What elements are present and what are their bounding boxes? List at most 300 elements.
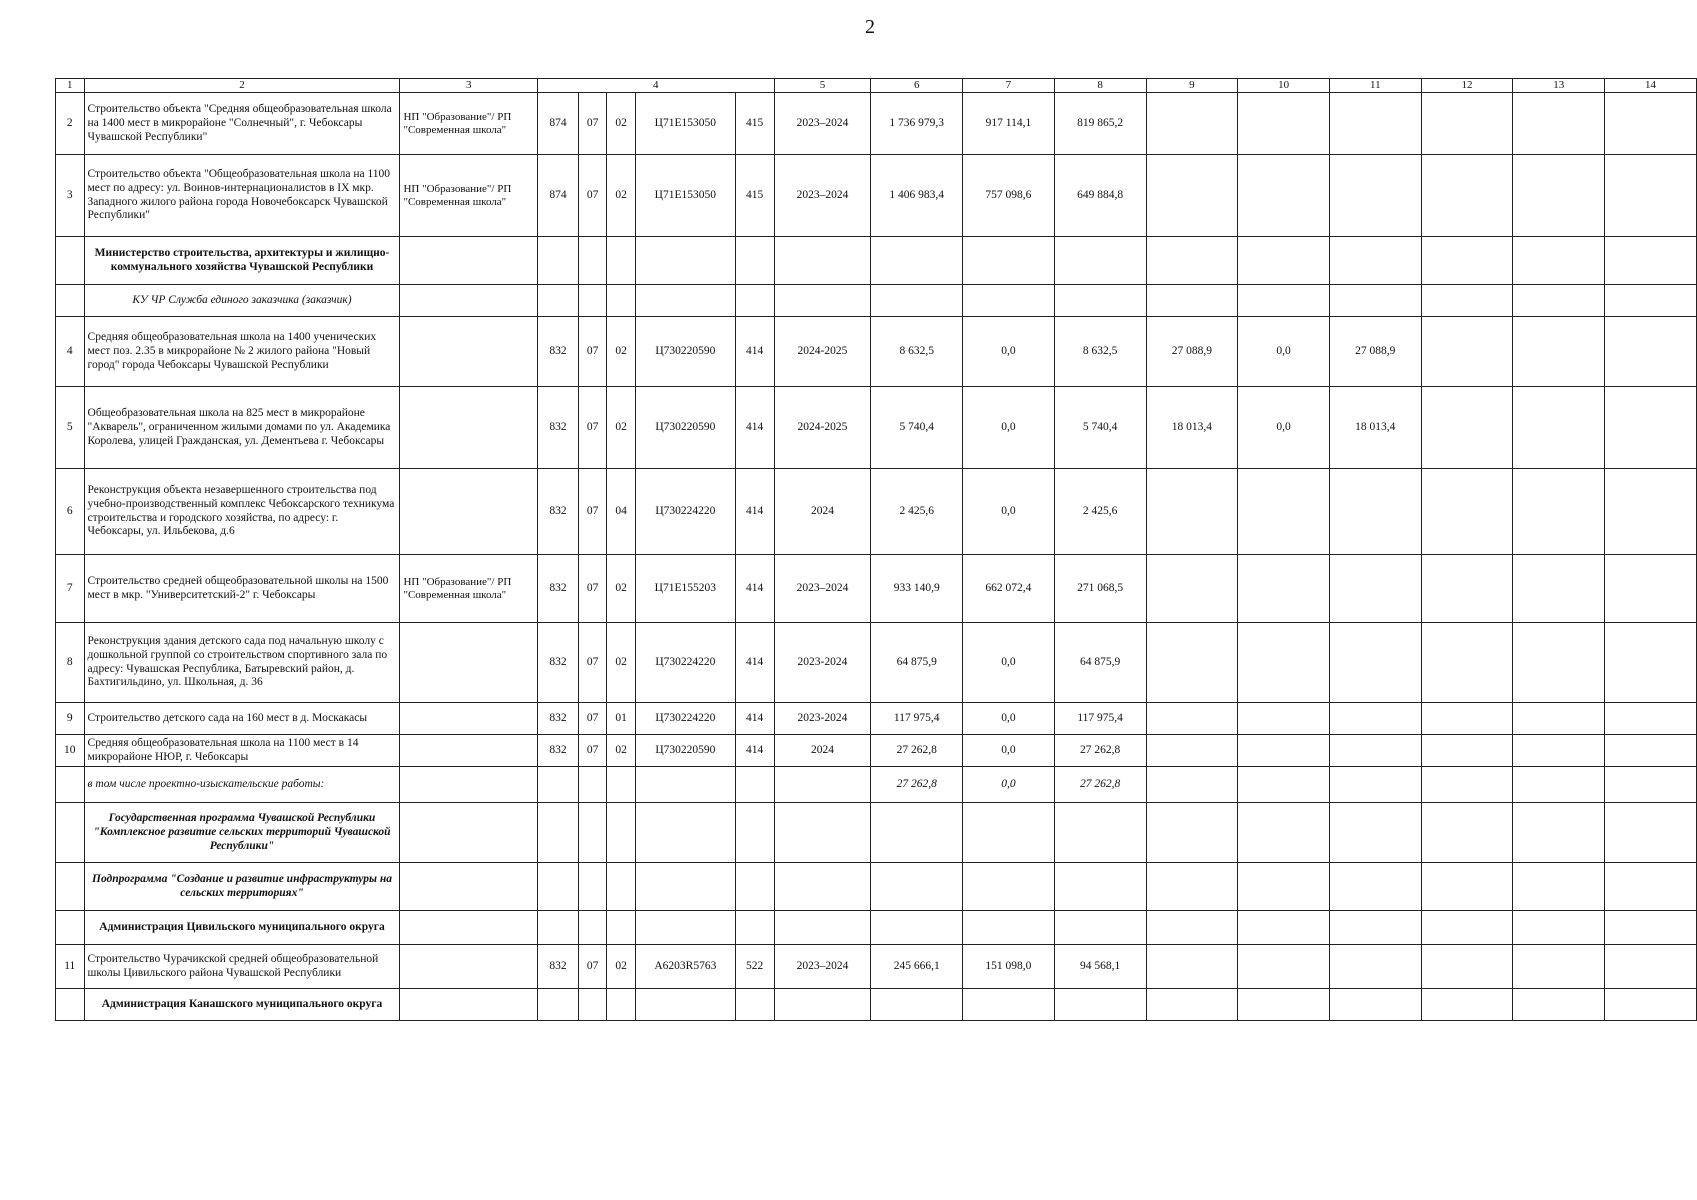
empty-cell — [538, 863, 579, 911]
value-col-11 — [1329, 945, 1421, 989]
column-number-header: 10 — [1238, 79, 1330, 93]
program-name — [400, 623, 538, 703]
empty-cell — [400, 863, 538, 911]
object-name: в том числе проектно-изыскательские работы: — [84, 767, 400, 803]
empty-cell — [538, 803, 579, 863]
value-col-13 — [1513, 387, 1605, 469]
value-col-9 — [1146, 623, 1238, 703]
empty-cell — [1054, 285, 1146, 317]
header-row — [56, 79, 1697, 93]
value-col-12 — [1421, 555, 1513, 623]
empty-cell — [1513, 863, 1605, 911]
value-col-11: 18 013,4 — [1329, 387, 1421, 469]
code-ministry: 832 — [538, 469, 579, 555]
section-heading: Администрация Цивильского муниципального округа — [84, 911, 400, 945]
value-col-10 — [1238, 93, 1330, 155]
value-col-8: 819 865,2 — [1054, 93, 1146, 155]
empty-cell — [1421, 863, 1513, 911]
object-name: Строительство объекта "Общеобразовательная школа на 1100 мест по адресу: ул. Воинов-интернационалистов в IX мкр. Западного жилого района города Новочебоксарск Чувашской Республики" — [84, 155, 400, 237]
empty-cell — [774, 989, 871, 1021]
column-number-header: 11 — [1329, 79, 1421, 93]
table-row — [56, 703, 1697, 735]
code-expense-type: 414 — [735, 623, 774, 703]
value-col-6: 2 425,6 — [871, 469, 963, 555]
section-heading-row — [56, 285, 1697, 317]
empty-cell — [578, 803, 607, 863]
value-col-11 — [1329, 93, 1421, 155]
empty-cell — [635, 285, 735, 317]
value-col-12 — [1421, 387, 1513, 469]
table-row — [56, 555, 1697, 623]
row-number: 10 — [56, 735, 85, 767]
implementation-years — [774, 767, 871, 803]
section-heading-row — [56, 911, 1697, 945]
value-col-10: 0,0 — [1238, 387, 1330, 469]
object-name: Строительство Чурачикской средней общеобразовательной школы Цивильского района Чувашской Республики — [84, 945, 400, 989]
value-col-14 — [1605, 469, 1697, 555]
value-col-6: 1 406 983,4 — [871, 155, 963, 237]
value-col-6: 933 140,9 — [871, 555, 963, 623]
empty-cell — [871, 285, 963, 317]
value-col-7: 662 072,4 — [963, 555, 1055, 623]
code-expense-type: 414 — [735, 317, 774, 387]
investment-objects-table — [55, 78, 1697, 1021]
empty-cell — [1605, 803, 1697, 863]
code-ministry: 832 — [538, 555, 579, 623]
code-ministry — [538, 767, 579, 803]
empty-cell — [578, 237, 607, 285]
value-col-14 — [1605, 703, 1697, 735]
value-col-7: 917 114,1 — [963, 93, 1055, 155]
empty-cell — [538, 989, 579, 1021]
value-col-10 — [1238, 735, 1330, 767]
empty-cell — [735, 803, 774, 863]
program-name — [400, 469, 538, 555]
column-number-header: 13 — [1513, 79, 1605, 93]
empty-cell — [635, 803, 735, 863]
row-number: 8 — [56, 623, 85, 703]
code-ministry: 832 — [538, 387, 579, 469]
object-name: Строительство детского сада на 160 мест в д. Москакасы — [84, 703, 400, 735]
empty-cell — [1238, 803, 1330, 863]
empty-cell — [578, 911, 607, 945]
empty-cell — [1513, 911, 1605, 945]
row-number — [56, 285, 85, 317]
column-number-header: 2 — [84, 79, 400, 93]
empty-cell — [774, 911, 871, 945]
section-heading-row — [56, 803, 1697, 863]
value-col-7: 0,0 — [963, 317, 1055, 387]
value-col-9: 18 013,4 — [1146, 387, 1238, 469]
empty-cell — [1605, 285, 1697, 317]
value-col-14 — [1605, 155, 1697, 237]
value-col-13 — [1513, 469, 1605, 555]
value-col-9: 27 088,9 — [1146, 317, 1238, 387]
code-expense-type: 414 — [735, 555, 774, 623]
section-heading-row — [56, 989, 1697, 1021]
value-col-11 — [1329, 555, 1421, 623]
value-col-10 — [1238, 703, 1330, 735]
empty-cell — [1054, 803, 1146, 863]
empty-cell — [871, 863, 963, 911]
empty-cell — [1421, 989, 1513, 1021]
program-name: НП "Образование"/ РП "Современная школа" — [400, 93, 538, 155]
code-target-article: Ц71Е155203 — [635, 555, 735, 623]
empty-cell — [963, 237, 1055, 285]
value-col-13 — [1513, 555, 1605, 623]
value-col-11 — [1329, 469, 1421, 555]
value-col-8: 271 068,5 — [1054, 555, 1146, 623]
empty-cell — [1146, 911, 1238, 945]
code-target-article: Ц730224220 — [635, 469, 735, 555]
implementation-years: 2024-2025 — [774, 387, 871, 469]
implementation-years: 2023–2024 — [774, 93, 871, 155]
code-subsection: 02 — [607, 387, 636, 469]
empty-cell — [1605, 911, 1697, 945]
row-number: 5 — [56, 387, 85, 469]
value-col-12 — [1421, 469, 1513, 555]
code-ministry: 874 — [538, 155, 579, 237]
code-subsection — [607, 767, 636, 803]
empty-cell — [607, 803, 636, 863]
value-col-9 — [1146, 93, 1238, 155]
row-number — [56, 237, 85, 285]
empty-cell — [774, 803, 871, 863]
value-col-10 — [1238, 623, 1330, 703]
empty-cell — [400, 911, 538, 945]
empty-cell — [1329, 863, 1421, 911]
value-col-8: 94 568,1 — [1054, 945, 1146, 989]
value-col-10 — [1238, 767, 1330, 803]
value-col-12 — [1421, 623, 1513, 703]
empty-cell — [1513, 237, 1605, 285]
value-col-10 — [1238, 555, 1330, 623]
code-section: 07 — [578, 387, 607, 469]
code-target-article: Ц71Е153050 — [635, 155, 735, 237]
value-col-14 — [1605, 735, 1697, 767]
value-col-6: 27 262,8 — [871, 767, 963, 803]
value-col-14 — [1605, 387, 1697, 469]
code-ministry: 832 — [538, 317, 579, 387]
row-number — [56, 863, 85, 911]
code-section: 07 — [578, 317, 607, 387]
empty-cell — [871, 911, 963, 945]
empty-cell — [1238, 989, 1330, 1021]
code-expense-type: 414 — [735, 387, 774, 469]
column-number-header: 7 — [963, 79, 1055, 93]
empty-cell — [538, 911, 579, 945]
value-col-14 — [1605, 317, 1697, 387]
value-col-11 — [1329, 735, 1421, 767]
object-name: Строительство средней общеобразовательной школы на 1500 мест в мкр. "Университетский-2" г. Чебоксары — [84, 555, 400, 623]
code-target-article: Ц730220590 — [635, 317, 735, 387]
value-col-14 — [1605, 767, 1697, 803]
value-col-13 — [1513, 93, 1605, 155]
row-number — [56, 767, 85, 803]
empty-cell — [1329, 911, 1421, 945]
code-section: 07 — [578, 93, 607, 155]
empty-cell — [635, 237, 735, 285]
object-name: Средняя общеобразовательная школа на 1100 мест в 14 микрорайоне НЮР, г. Чебоксары — [84, 735, 400, 767]
table-row — [56, 155, 1697, 237]
empty-cell — [963, 989, 1055, 1021]
empty-cell — [1054, 237, 1146, 285]
empty-cell — [735, 285, 774, 317]
column-number-header: 12 — [1421, 79, 1513, 93]
implementation-years: 2024 — [774, 735, 871, 767]
empty-cell — [1238, 911, 1330, 945]
program-name — [400, 387, 538, 469]
value-col-10 — [1238, 469, 1330, 555]
code-ministry: 832 — [538, 703, 579, 735]
empty-cell — [578, 989, 607, 1021]
code-section: 07 — [578, 623, 607, 703]
empty-cell — [400, 237, 538, 285]
empty-cell — [1146, 285, 1238, 317]
value-col-14 — [1605, 93, 1697, 155]
empty-cell — [607, 911, 636, 945]
value-col-10 — [1238, 155, 1330, 237]
value-col-7: 0,0 — [963, 767, 1055, 803]
empty-cell — [607, 237, 636, 285]
row-number: 9 — [56, 703, 85, 735]
implementation-years: 2023–2024 — [774, 945, 871, 989]
code-expense-type: 414 — [735, 735, 774, 767]
empty-cell — [963, 285, 1055, 317]
value-col-7: 0,0 — [963, 469, 1055, 555]
column-number-header: 9 — [1146, 79, 1238, 93]
empty-cell — [774, 863, 871, 911]
code-section: 07 — [578, 469, 607, 555]
value-col-7: 0,0 — [963, 623, 1055, 703]
value-col-11 — [1329, 703, 1421, 735]
value-col-6: 1 736 979,3 — [871, 93, 963, 155]
table-row — [56, 317, 1697, 387]
code-section: 07 — [578, 735, 607, 767]
empty-cell — [1238, 237, 1330, 285]
section-heading: Подпрограмма "Создание и развитие инфраструктуры на сельских территориях" — [84, 863, 400, 911]
value-col-9 — [1146, 155, 1238, 237]
code-expense-type — [735, 767, 774, 803]
empty-cell — [1513, 989, 1605, 1021]
value-col-14 — [1605, 555, 1697, 623]
value-col-12 — [1421, 703, 1513, 735]
code-ministry: 832 — [538, 735, 579, 767]
code-expense-type: 415 — [735, 155, 774, 237]
value-col-13 — [1513, 945, 1605, 989]
code-expense-type: 414 — [735, 703, 774, 735]
code-target-article: А6203R5763 — [635, 945, 735, 989]
column-number-header: 14 — [1605, 79, 1697, 93]
code-ministry: 832 — [538, 623, 579, 703]
column-number-header: 5 — [774, 79, 871, 93]
empty-cell — [774, 285, 871, 317]
value-col-6: 64 875,9 — [871, 623, 963, 703]
empty-cell — [1605, 863, 1697, 911]
empty-cell — [1329, 285, 1421, 317]
code-target-article — [635, 767, 735, 803]
value-col-14 — [1605, 623, 1697, 703]
value-col-8: 2 425,6 — [1054, 469, 1146, 555]
implementation-years: 2024 — [774, 469, 871, 555]
value-col-13 — [1513, 703, 1605, 735]
empty-cell — [635, 911, 735, 945]
row-number — [56, 803, 85, 863]
value-col-6: 117 975,4 — [871, 703, 963, 735]
object-name: Строительство объекта "Средняя общеобразовательная школа на 1400 мест в микрорайоне "Солнечный", г. Чебоксары Чувашской Республики" — [84, 93, 400, 155]
row-number: 6 — [56, 469, 85, 555]
value-col-6: 8 632,5 — [871, 317, 963, 387]
empty-cell — [963, 863, 1055, 911]
table-row — [56, 469, 1697, 555]
column-number-header: 1 — [56, 79, 85, 93]
table-body — [56, 79, 1697, 1021]
implementation-years: 2023–2024 — [774, 555, 871, 623]
empty-cell — [871, 989, 963, 1021]
row-number — [56, 911, 85, 945]
code-expense-type: 414 — [735, 469, 774, 555]
empty-cell — [607, 863, 636, 911]
code-target-article: Ц730220590 — [635, 387, 735, 469]
empty-cell — [538, 285, 579, 317]
value-col-12 — [1421, 317, 1513, 387]
object-name: Реконструкция здания детского сада под начальную школу с дошкольной группой со строительством спортивного зала по адресу: Чувашская Республика, Батыревский район, д. Бахтигильдино, ул. Школьная, д. 36 — [84, 623, 400, 703]
object-name: Средняя общеобразовательная школа на 1400 ученических мест поз. 2.35 в микрорайоне № 2 жилого района "Новый город" города Чебоксары Чувашской Республики — [84, 317, 400, 387]
section-heading: Государственная программа Чувашской Республики "Комплексное развитие сельских территорий Чувашской Республики" — [84, 803, 400, 863]
program-name — [400, 703, 538, 735]
empty-cell — [1146, 237, 1238, 285]
empty-cell — [1054, 863, 1146, 911]
column-number-header: 8 — [1054, 79, 1146, 93]
empty-cell — [400, 285, 538, 317]
value-col-13 — [1513, 155, 1605, 237]
value-col-13 — [1513, 767, 1605, 803]
empty-cell — [1513, 803, 1605, 863]
value-col-9 — [1146, 469, 1238, 555]
empty-cell — [635, 863, 735, 911]
empty-cell — [1146, 803, 1238, 863]
implementation-years: 2024-2025 — [774, 317, 871, 387]
code-subsection: 01 — [607, 703, 636, 735]
empty-cell — [1421, 285, 1513, 317]
empty-cell — [963, 911, 1055, 945]
empty-cell — [1054, 911, 1146, 945]
table-row — [56, 735, 1697, 767]
row-number: 4 — [56, 317, 85, 387]
value-col-12 — [1421, 767, 1513, 803]
empty-cell — [1146, 863, 1238, 911]
code-subsection: 02 — [607, 623, 636, 703]
empty-cell — [1605, 989, 1697, 1021]
value-col-10: 0,0 — [1238, 317, 1330, 387]
value-col-6: 5 740,4 — [871, 387, 963, 469]
code-section: 07 — [578, 703, 607, 735]
empty-cell — [1238, 285, 1330, 317]
value-col-8: 649 884,8 — [1054, 155, 1146, 237]
code-subsection: 02 — [607, 93, 636, 155]
value-col-12 — [1421, 945, 1513, 989]
row-number: 2 — [56, 93, 85, 155]
value-col-12 — [1421, 155, 1513, 237]
code-subsection: 02 — [607, 555, 636, 623]
value-col-9 — [1146, 945, 1238, 989]
value-col-6: 27 262,8 — [871, 735, 963, 767]
value-col-7: 151 098,0 — [963, 945, 1055, 989]
value-col-11 — [1329, 767, 1421, 803]
code-target-article: Ц730224220 — [635, 623, 735, 703]
value-col-14 — [1605, 945, 1697, 989]
program-name: НП "Образование"/ РП "Современная школа" — [400, 555, 538, 623]
program-name — [400, 317, 538, 387]
empty-cell — [400, 989, 538, 1021]
value-col-9 — [1146, 767, 1238, 803]
empty-cell — [400, 803, 538, 863]
empty-cell — [963, 803, 1055, 863]
empty-cell — [735, 911, 774, 945]
empty-cell — [1329, 237, 1421, 285]
table-row — [56, 387, 1697, 469]
empty-cell — [735, 989, 774, 1021]
code-ministry: 874 — [538, 93, 579, 155]
value-col-8: 117 975,4 — [1054, 703, 1146, 735]
value-col-10 — [1238, 945, 1330, 989]
value-col-7: 757 098,6 — [963, 155, 1055, 237]
code-subsection: 02 — [607, 317, 636, 387]
row-number: 3 — [56, 155, 85, 237]
code-section — [578, 767, 607, 803]
table-row — [56, 945, 1697, 989]
empty-cell — [774, 237, 871, 285]
empty-cell — [1146, 989, 1238, 1021]
row-number: 7 — [56, 555, 85, 623]
empty-cell — [538, 237, 579, 285]
section-heading: Администрация Канашского муниципального округа — [84, 989, 400, 1021]
subtotal-row — [56, 767, 1697, 803]
value-col-11: 27 088,9 — [1329, 317, 1421, 387]
row-number — [56, 989, 85, 1021]
section-heading: КУ ЧР Служба единого заказчика (заказчик) — [84, 285, 400, 317]
value-col-7: 0,0 — [963, 703, 1055, 735]
value-col-9 — [1146, 703, 1238, 735]
code-expense-type: 415 — [735, 93, 774, 155]
empty-cell — [635, 989, 735, 1021]
value-col-7: 0,0 — [963, 735, 1055, 767]
value-col-7: 0,0 — [963, 387, 1055, 469]
value-col-12 — [1421, 735, 1513, 767]
implementation-years: 2023–2024 — [774, 155, 871, 237]
value-col-13 — [1513, 317, 1605, 387]
empty-cell — [578, 285, 607, 317]
section-heading-row — [56, 863, 1697, 911]
program-name — [400, 945, 538, 989]
code-expense-type: 522 — [735, 945, 774, 989]
value-col-13 — [1513, 735, 1605, 767]
program-name: НП "Образование"/ РП "Современная школа" — [400, 155, 538, 237]
empty-cell — [735, 237, 774, 285]
implementation-years: 2023-2024 — [774, 703, 871, 735]
page-number: 2 — [865, 16, 875, 38]
value-col-8: 8 632,5 — [1054, 317, 1146, 387]
code-target-article: Ц71Е153050 — [635, 93, 735, 155]
empty-cell — [735, 863, 774, 911]
column-number-header: 4 — [538, 79, 774, 93]
column-number-header: 3 — [400, 79, 538, 93]
section-heading: Министерство строительства, архитектуры и жилищно-коммунального хозяйства Чувашской Республики — [84, 237, 400, 285]
empty-cell — [1513, 285, 1605, 317]
code-section: 07 — [578, 945, 607, 989]
empty-cell — [871, 803, 963, 863]
empty-cell — [1054, 989, 1146, 1021]
